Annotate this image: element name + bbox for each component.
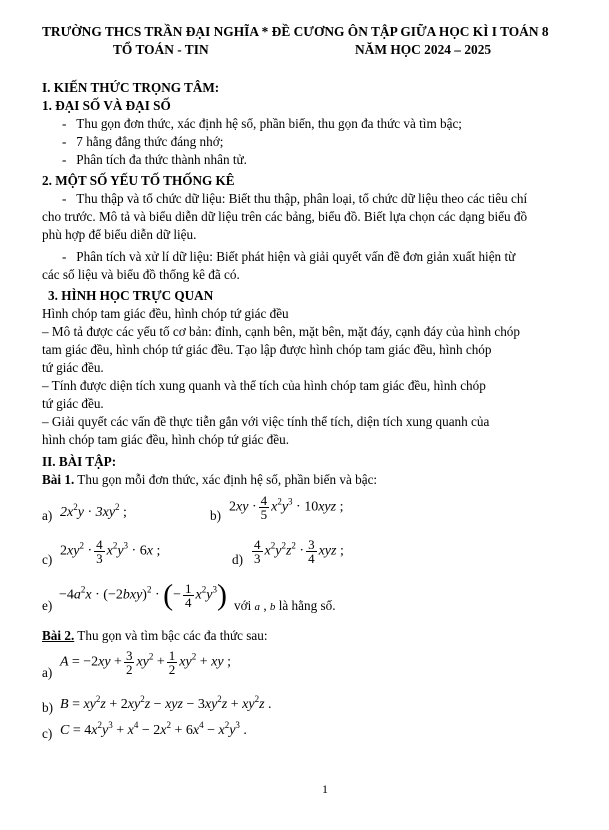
exercise-label: c): [42, 726, 53, 741]
exercise-label: e): [42, 598, 53, 613]
paragraph-line: – Mô tả được các yếu tố cơ bản: đỉnh, cạnh bên, mặt bên, mặt đáy, cạnh đáy của hình chóp: [42, 324, 520, 339]
part1-title: I. KIẾN THỨC TRỌNG TÂM:: [42, 80, 220, 95]
list-item: - Thu gọn đơn thức, xác định hệ số, phần biến, thu gọn đa thức và tìm bậc;: [62, 116, 462, 131]
expression-b: 2xy · $\frac{4}{5}$ $x^2y^3 \cdot 10xyz$ ;: [229, 493, 344, 522]
paragraph-line: – Giải quyết các vấn đề thực tiễn gắn với việc tính thể tích, diện tích xung quanh của: [42, 414, 490, 429]
page-number: 1: [322, 782, 328, 796]
paragraph-line: các số liệu và biểu đồ thống kê đã có.: [42, 267, 240, 282]
section1-title: 1. ĐẠI SỐ VÀ ĐẠI SỐ: [42, 98, 171, 113]
paragraph-line: tam giác đều, hình chóp tứ giác đều. Tạo lập được hình chóp tam giác đều, hình chóp: [42, 342, 492, 357]
section2-title: 2. MỘT SỐ YẾU TỐ THỐNG KÊ: [42, 173, 235, 188]
paragraph-line: cho trước. Mô tả và biểu diễn dữ liệu trên các bảng, biểu đồ. Biết lựa chọn các dạng biểu đồ: [42, 209, 528, 224]
paragraph-line: tứ giác đều.: [42, 396, 104, 411]
expression-e-note: với a , b là hằng số.: [234, 598, 336, 613]
paragraph-line: tứ giác đều.: [42, 360, 104, 375]
expression-d: $\frac{4}{3}$ $x^2y^2z^2$ · $\frac{3}{4}$ xyz ;: [254, 537, 344, 566]
paragraph-line: hình chóp tam giác đều, hình chóp tứ giác đều.: [42, 432, 290, 447]
polynomial-a: A = −2xy + $\frac{3}{2}$ $xy^2$ + $\frac{1}{2}$ $xy^2$ + xy ;: [60, 648, 231, 677]
exercise-label: a): [42, 665, 53, 680]
polynomial-b: $B = xy^2z + 2xy^2z$ − xyz − $3xy^2z + xy^2z$ .: [60, 694, 272, 712]
exercise-label: a): [42, 508, 53, 523]
header-title: TRƯỜNG THCS TRẦN ĐẠI NGHĨA * ĐỀ CƯƠNG ÔN TẬP GIỮA HỌC KÌ I TOÁN 8: [42, 24, 549, 39]
bai1-heading: Bài 1. Thu gọn mỗi đơn thức, xác định hệ số, phần biến và bậc:: [42, 472, 378, 487]
header-dept: TỔ TOÁN - TIN: [113, 42, 209, 57]
header-year: NĂM HỌC 2024 – 2025: [355, 42, 492, 57]
bai2-heading: Bài 2. Thu gọn và tìm bậc các đa thức sau:: [42, 628, 268, 643]
section3-title: 3. HÌNH HỌC TRỰC QUAN: [48, 288, 214, 303]
polynomial-c: $C = 4x^2y^3 + x^4 - 2x^2 + 6x^4 - x^2y^3$ .: [60, 720, 247, 738]
expression-c: $2xy^2$ · $\frac{4}{3}$ $x^2y^3 \cdot 6x$ ;: [60, 537, 161, 566]
expression-a: $2x^2y \cdot 3xy^2$ ;: [60, 502, 127, 520]
paragraph-line: – Tính được diện tích xung quanh và thể tích của hình chóp tam giác đều, hình chóp: [42, 378, 486, 393]
list-item: - 7 hằng đẳng thức đáng nhớ;: [62, 134, 224, 149]
part2-title: II. BÀI TẬP:: [42, 454, 117, 469]
paragraph-line: - Thu thập và tổ chức dữ liệu: Biết thu thập, phân loại, tổ chức dữ liệu theo các tiêu chí: [62, 191, 528, 206]
exercise-label: c): [42, 552, 53, 567]
paragraph-line: Hình chóp tam giác đều, hình chóp tứ giác đều: [42, 306, 289, 321]
paragraph-line: phù hợp để biểu diễn dữ liệu.: [42, 227, 197, 242]
exercise-label: b): [210, 508, 221, 523]
list-item: - Phân tích đa thức thành nhân tử.: [62, 152, 247, 167]
exercise-label: b): [42, 700, 53, 715]
paragraph-line: - Phân tích và xử lí dữ liệu: Biết phát hiện và giải quyết vấn đề đơn giản xuất hiện từ: [62, 249, 516, 264]
exercise-label: d): [232, 552, 243, 567]
expression-e: $-4a^2x \cdot (-2bxy)^2$ · (− $\frac{1}{4}$ $x^2y^3$): [59, 578, 227, 612]
